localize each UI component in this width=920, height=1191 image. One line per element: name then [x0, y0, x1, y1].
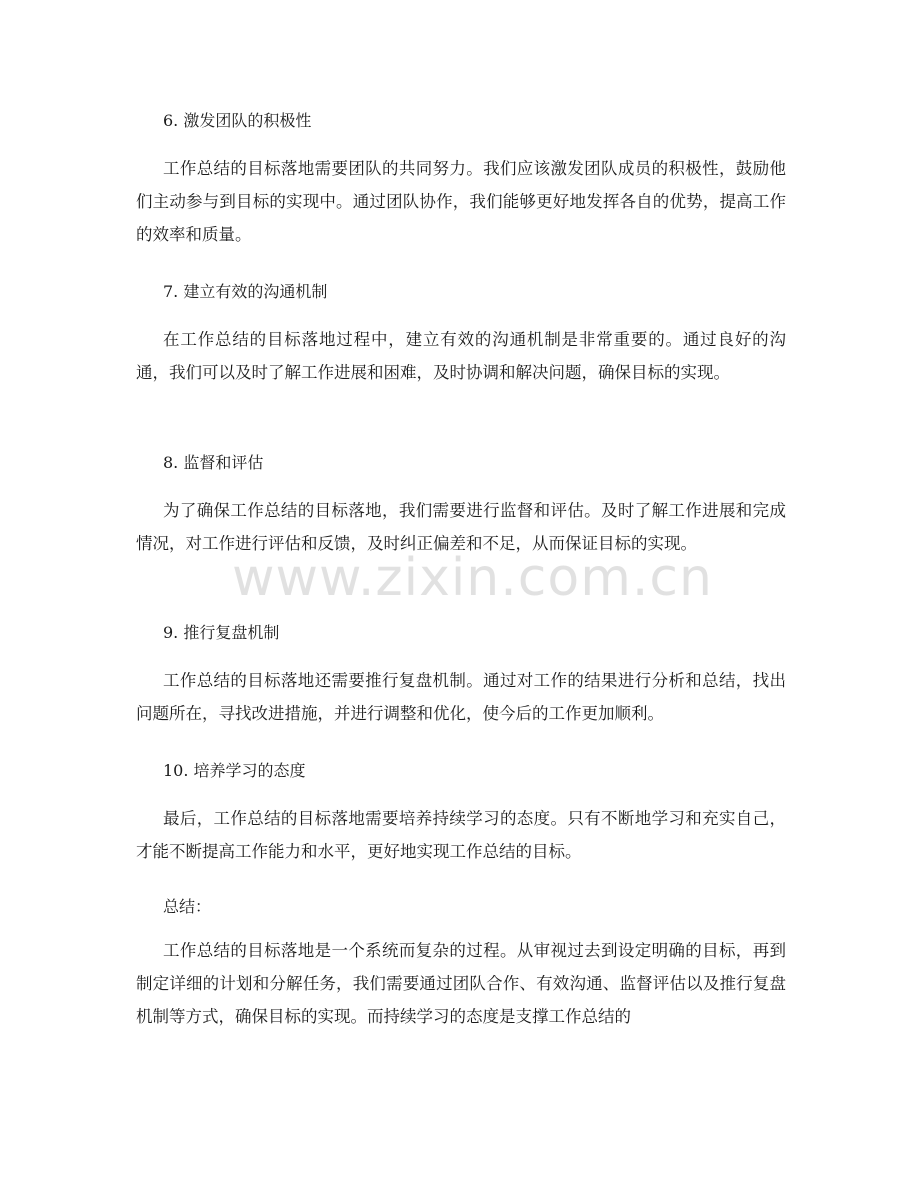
section-body-9: 工作总结的目标落地还需要推行复盘机制。通过对工作的结果进行分析和总结，找出问题所在，寻找改进措施，并进行调整和优化，使今后的工作更加顺利。 [136, 671, 786, 723]
section-body-8: 为了确保工作总结的目标落地，我们需要进行监督和评估。及时了解工作进展和完成情况，对工作进行评估和反馈，及时纠正偏差和不足，从而保证目标的实现。 [136, 501, 786, 553]
section-heading-7: 7. 建立有效的沟通机制 [163, 282, 328, 301]
section-heading-6: 6. 激发团队的积极性 [163, 111, 312, 130]
section-body-6: 工作总结的目标落地需要团队的共同努力。我们应该激发团队成员的积极性，鼓励他们主动参与到目标的实现中。通过团队协作，我们能够更好地发挥各自的优势，提高工作的效率和质量。 [136, 159, 786, 244]
summary-heading: 总结： [163, 897, 212, 916]
section-heading-9: 9. 推行复盘机制 [163, 623, 280, 642]
section-body-7: 在工作总结的目标落地过程中，建立有效的沟通机制是非常重要的。通过良好的沟通，我们可以及时了解工作进展和困难，及时协调和解决问题，确保目标的实现。 [136, 330, 786, 382]
section-body-10: 最后，工作总结的目标落地需要培养持续学习的态度。只有不断地学习和充实自己，才能不断提高工作能力和水平，更好地实现工作总结的目标。 [136, 809, 786, 861]
section-heading-10: 10. 培养学习的态度 [163, 761, 306, 780]
summary-body: 工作总结的目标落地是一个系统而复杂的过程。从审视过去到设定明确的目标，再到制定详细的计划和分解任务，我们需要通过团队合作、有效沟通、监督评估以及推行复盘机制等方式，确保目标的实现。而持续学习的态度是支撑工作总结的 [136, 941, 786, 1026]
section-heading-8: 8. 监督和评估 [163, 453, 264, 472]
watermark: www.zixin.com.cn [232, 548, 713, 608]
